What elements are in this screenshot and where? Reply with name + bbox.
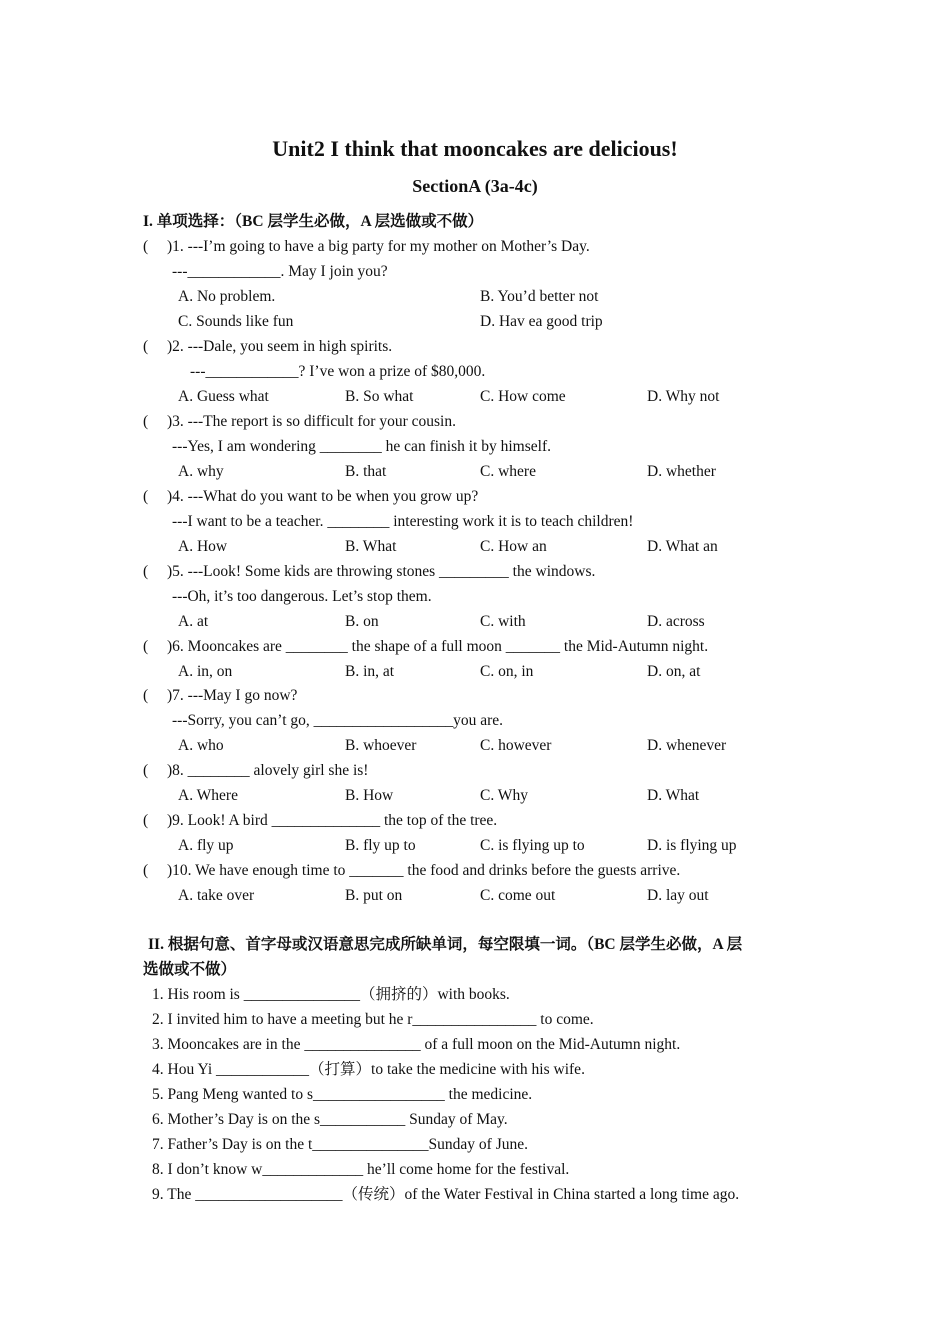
fill-item-1: 1. His room is _______________（拥挤的）with books. bbox=[152, 986, 510, 1003]
option-8-a: A. Where bbox=[178, 787, 238, 804]
page-subtitle: SectionA (3a-4c) bbox=[412, 176, 538, 196]
option-7-c: C. however bbox=[480, 737, 552, 754]
option-2-d: D. Why not bbox=[647, 388, 720, 405]
answer-paren: ( bbox=[143, 687, 149, 704]
question-7: )7. ---May I go now? bbox=[167, 687, 298, 704]
option-3-c: C. where bbox=[480, 463, 536, 480]
fill-item-5: 5. Pang Meng wanted to s_________________ the medicine. bbox=[152, 1086, 533, 1103]
option-3-b: B. that bbox=[345, 463, 387, 480]
option-5-b: B. on bbox=[345, 613, 379, 630]
option-3-d: D. whether bbox=[647, 463, 716, 480]
option-10-d: D. lay out bbox=[647, 887, 709, 904]
fill-item-8: 8. I don’t know w_____________ he’ll come home for the festival. bbox=[152, 1161, 570, 1178]
option-9-b: B. fly up to bbox=[345, 837, 416, 854]
option-10-c: C. come out bbox=[480, 887, 556, 904]
option-5-d: D. across bbox=[647, 613, 705, 630]
answer-paren: ( bbox=[143, 238, 149, 255]
section2-heading-cont: 选做或不做） bbox=[143, 961, 237, 978]
section1-heading: I. 单项选择：（BC 层学生必做，A 层选做或不做） bbox=[143, 213, 484, 230]
option-2-a: A. Guess what bbox=[178, 388, 269, 405]
question-3: )3. ---The report is so difficult for your cousin. bbox=[167, 413, 456, 430]
option-7-a: A. who bbox=[178, 737, 224, 754]
answer-paren: ( bbox=[143, 413, 149, 430]
question-5-line2: ---Oh, it’s too dangerous. Let’s stop them. bbox=[172, 588, 432, 605]
option-10-a: A. take over bbox=[178, 887, 255, 904]
option-7-d: D. whenever bbox=[647, 737, 727, 754]
section2-heading: II. 根据句意、首字母或汉语意思完成所缺单词，每空限填一词。（BC 层学生必做，A 层 bbox=[148, 936, 743, 953]
question-5: )5. ---Look! Some kids are throwing stones _________ the windows. bbox=[167, 563, 596, 580]
option-1-c: C. Sounds like fun bbox=[178, 313, 294, 330]
option-9-d: D. is flying up bbox=[647, 837, 737, 854]
option-5-a: A. at bbox=[178, 613, 209, 630]
option-6-c: C. on, in bbox=[480, 663, 534, 680]
option-4-c: C. How an bbox=[480, 538, 547, 555]
option-8-b: B. How bbox=[345, 787, 394, 804]
question-1-line2: ---____________. May I join you? bbox=[172, 263, 388, 280]
fill-item-4: 4. Hou Yi ____________（打算）to take the medicine with his wife. bbox=[152, 1061, 585, 1078]
answer-paren: ( bbox=[143, 762, 149, 779]
answer-paren: ( bbox=[143, 862, 149, 879]
option-6-b: B. in, at bbox=[345, 663, 395, 680]
option-5-c: C. with bbox=[480, 613, 526, 630]
option-2-b: B. So what bbox=[345, 388, 414, 405]
fill-item-3: 3. Mooncakes are in the _______________ of a full moon on the Mid-Autumn night. bbox=[152, 1036, 681, 1053]
question-3-line2: ---Yes, I am wondering ________ he can finish it by himself. bbox=[172, 438, 551, 455]
option-4-b: B. What bbox=[345, 538, 397, 555]
answer-paren: ( bbox=[143, 488, 149, 505]
answer-paren: ( bbox=[143, 638, 149, 655]
question-8: )8. ________ alovely girl she is! bbox=[167, 762, 369, 779]
option-8-c: C. Why bbox=[480, 787, 528, 804]
option-9-c: C. is flying up to bbox=[480, 837, 585, 854]
page-title: Unit2 I think that mooncakes are delicious! bbox=[272, 136, 678, 161]
option-6-d: D. on, at bbox=[647, 663, 701, 680]
question-9: )9. Look! A bird ______________ the top of the tree. bbox=[167, 812, 498, 829]
option-4-d: D. What an bbox=[647, 538, 718, 555]
option-1-d: D. Hav ea good trip bbox=[480, 313, 603, 330]
option-10-b: B. put on bbox=[345, 887, 403, 904]
question-2-line2: ---____________? I’ve won a prize of $80,000. bbox=[190, 363, 486, 380]
question-4-line2: ---I want to be a teacher. ________ interesting work it is to teach children! bbox=[172, 513, 634, 530]
option-1-b: B. You’d better not bbox=[480, 288, 599, 305]
option-3-a: A. why bbox=[178, 463, 224, 480]
question-10: )10. We have enough time to _______ the food and drinks before the guests arrive. bbox=[167, 862, 681, 879]
option-6-a: A. in, on bbox=[178, 663, 233, 680]
answer-paren: ( bbox=[143, 338, 149, 355]
question-2: )2. ---Dale, you seem in high spirits. bbox=[167, 338, 393, 355]
option-7-b: B. whoever bbox=[345, 737, 417, 754]
answer-paren: ( bbox=[143, 563, 149, 580]
fill-item-7: 7. Father’s Day is on the t_______________Sunday of June. bbox=[152, 1136, 528, 1153]
answer-paren: ( bbox=[143, 812, 149, 829]
option-8-d: D. What bbox=[647, 787, 700, 804]
question-6: )6. Mooncakes are ________ the shape of a full moon _______ the Mid-Autumn night. bbox=[167, 638, 709, 655]
fill-item-9: 9. The ___________________（传统）of the Water Festival in China started a long time ago. bbox=[152, 1186, 740, 1203]
option-9-a: A. fly up bbox=[178, 837, 234, 854]
question-4: )4. ---What do you want to be when you grow up? bbox=[167, 488, 479, 505]
option-1-a: A. No problem. bbox=[178, 288, 276, 305]
option-4-a: A. How bbox=[178, 538, 228, 555]
fill-item-6: 6. Mother’s Day is on the s___________ Sunday of May. bbox=[152, 1111, 508, 1128]
option-2-c: C. How come bbox=[480, 388, 566, 405]
fill-item-2: 2. I invited him to have a meeting but he r________________ to come. bbox=[152, 1011, 594, 1028]
question-1: )1. ---I’m going to have a big party for my mother on Mother’s Day. bbox=[167, 238, 590, 255]
question-7-line2: ---Sorry, you can’t go, __________________you are. bbox=[172, 712, 504, 729]
